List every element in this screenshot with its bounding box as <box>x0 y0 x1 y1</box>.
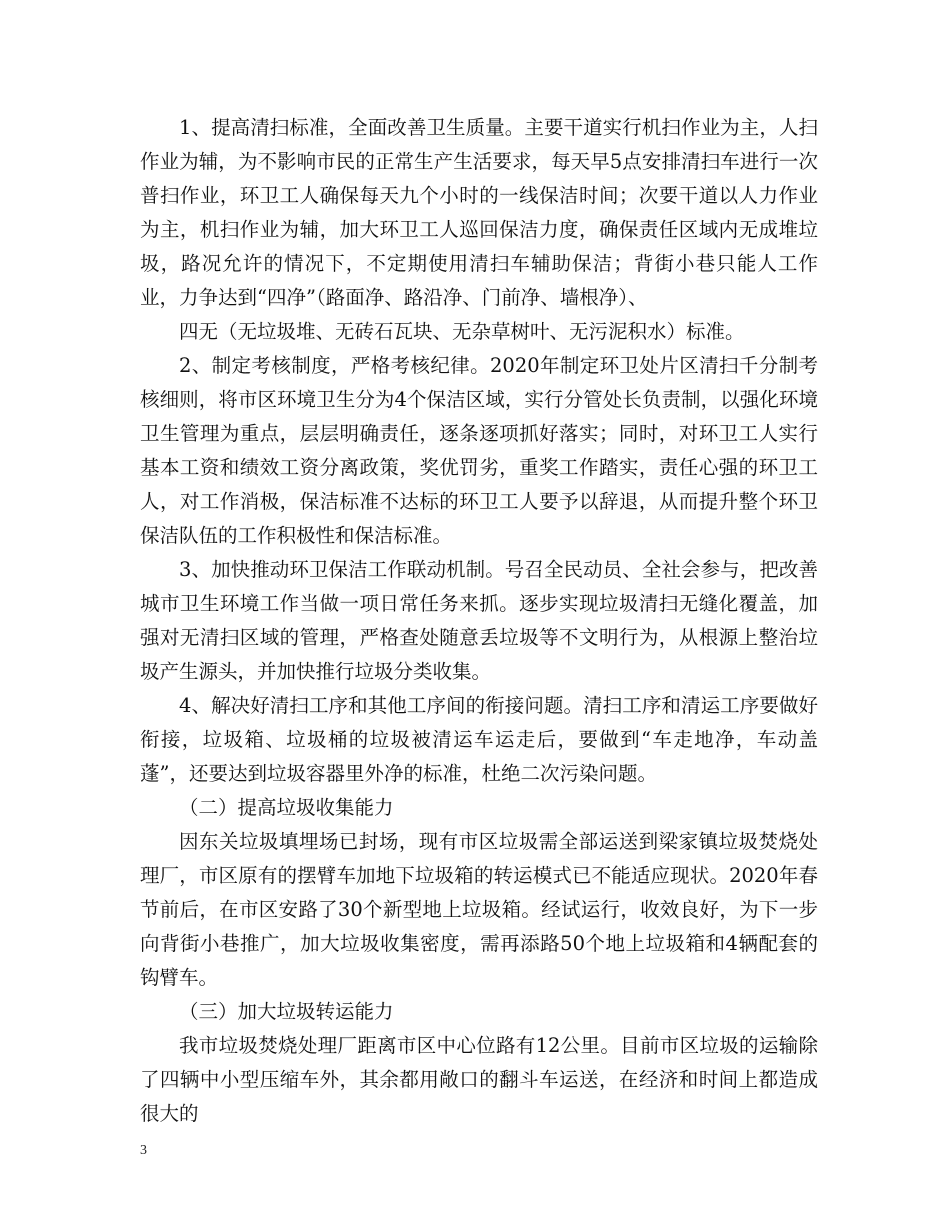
paragraph-four-nos: 四无（无垃圾堆、无砖石瓦块、无杂草树叶、无污泥积水）标准。 <box>179 320 745 343</box>
document-body <box>140 111 818 1131</box>
paragraph-assessment-system: 2、制定考核制度，严格考核纪律。2020年制定环卫处片区清扫千分制考核细则，将市区环境卫生分为4个保洁区域，实行分管处长负责制，以强化环境卫生管理为重点，层层明确责任，逐条逐项抓好落实；同时，对环卫工人实行基本工资和绩效工资分离政策，奖优罚劣，重奖工作踏实，责任心强的环卫工人，对工作消极，保洁标准不达标的环卫工人要予以辞退，从而提升整个环卫保洁队伍的工作积极性和保洁标准。 <box>140 354 818 547</box>
paragraph-cleaning-standard: 1、提高清扫标准，全面改善卫生质量。主要干道实行机扫作业为主，人扫作业为辅，为不影响市民的正常生产生活要求，每天早5点安排清扫车进行一次普扫作业，环卫工人确保每天九个小时的一线保洁时间；次要干道以人力作业为主，机扫作业为辅，加大环卫工人巡回保洁力度，确保责任区域内无成堆垃圾，路况允许的情况下，不定期使用清扫车辅助保洁；背街小巷只能人工作业，力争达到“四净”（路面净、路沿净、门前净、墙根净）、 <box>140 116 818 309</box>
page-number: 3 <box>140 1143 147 1158</box>
section-heading-transfer: （三）加大垃圾转运能力 <box>179 1000 394 1023</box>
paragraph-transfer-capacity: 我市垃圾焚烧处理厂距离市区中心位路有12公里。目前市区垃圾的运输除了四辆中小型压缩车外，其余都用敞口的翻斗车运送，在经济和时间上都造成很大的 <box>140 1034 818 1125</box>
paragraph-linkage-mechanism: 3、加快推动环卫保洁工作联动机制。号召全民动员、全社会参与，把改善城市卫生环境工作当做一项日常任务来抓。逐步实现垃圾清扫无缝化覆盖，加强对无清扫区域的管理，严格查处随意丢垃圾等不文明行为，从根源上整治垃圾产生源头，并加快推行垃圾分类收集。 <box>140 558 818 683</box>
paragraph-process-connection: 4、解决好清扫工序和其他工序间的衔接问题。清扫工序和清运工序要做好衔接，垃圾箱、垃圾桶的垃圾被清运车运走后，要做到“车走地净，车动盖蓬”，还要达到垃圾容器里外净的标准，杜绝二次污染问题。 <box>140 694 818 785</box>
paragraph-collection-capacity: 因东关垃圾填埋场已封场，现有市区垃圾需全部运送到梁家镇垃圾焚烧处理厂，市区原有的摆臂车加地下垃圾箱的转运模式已不能适应现状。2020年春节前后，在市区安路了30个新型地上垃圾箱。经试运行，收效良好，为下一步向背街小巷推广，加大垃圾收集密度，需再添路50个地上垃圾箱和4辆配套的钩臂车。 <box>140 830 818 989</box>
section-heading-collection: （二）提高垃圾收集能力 <box>179 796 394 819</box>
